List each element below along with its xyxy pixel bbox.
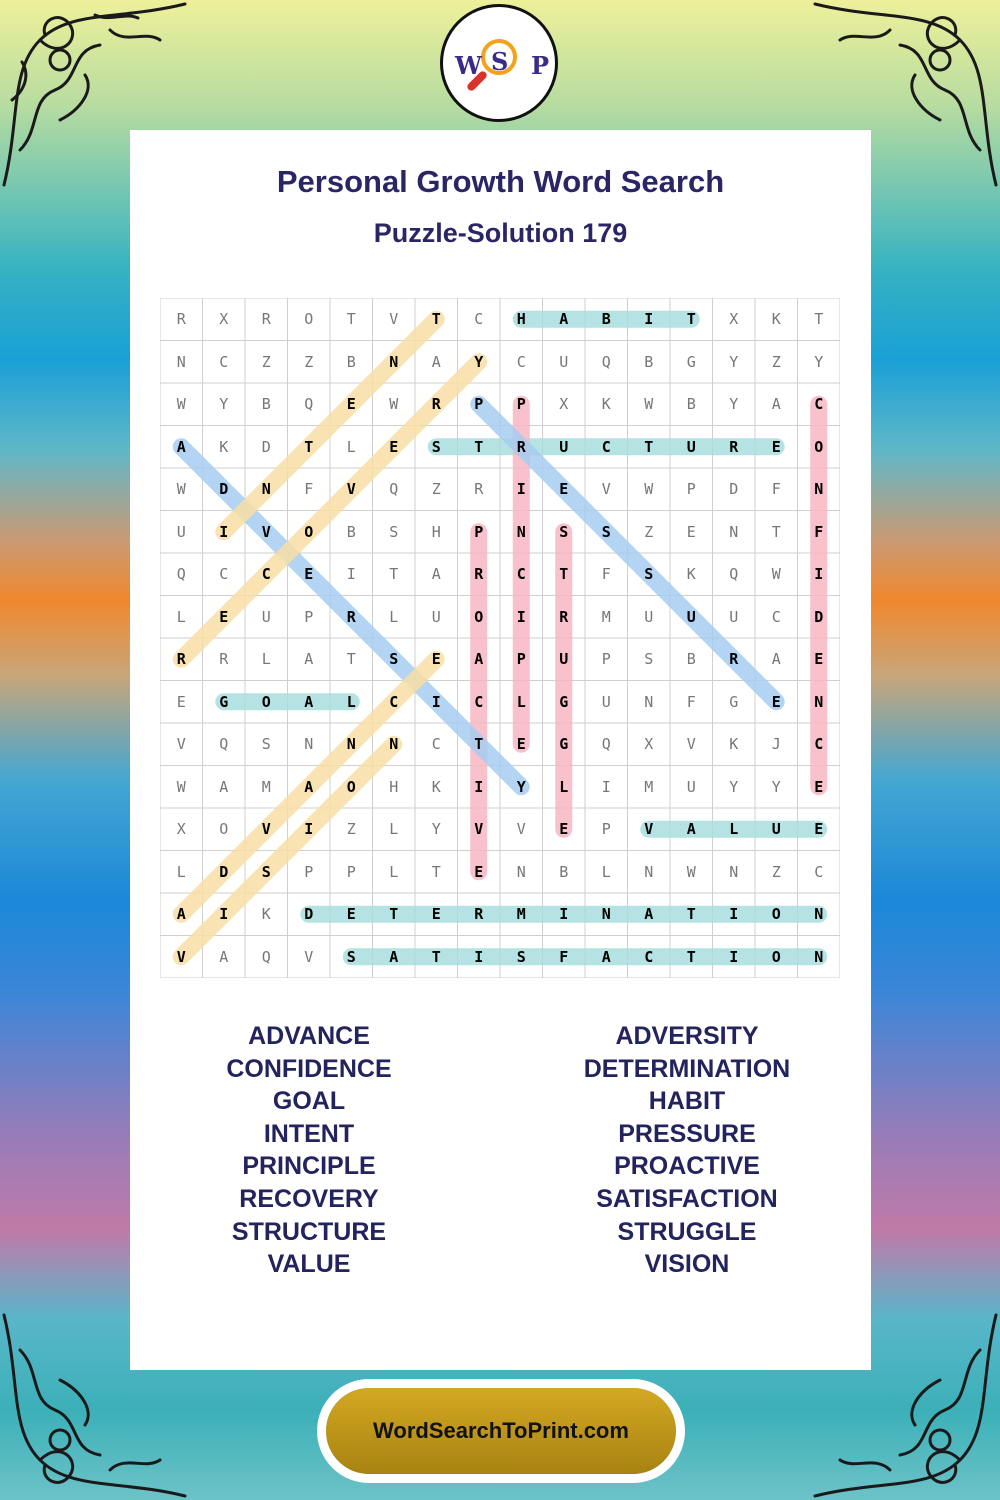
logo-letter-p: P	[531, 51, 550, 80]
grid-cell: Q	[304, 395, 314, 414]
grid-cell: N	[601, 905, 611, 924]
grid-cell: F	[814, 522, 824, 541]
grid-cell: R	[474, 565, 484, 584]
grid-cell: R	[261, 310, 271, 329]
grid-cell: B	[644, 352, 654, 371]
grid-cell: I	[644, 310, 654, 329]
grid-cell: U	[559, 352, 569, 371]
grid-cell: F	[686, 692, 696, 711]
grid-cell: E	[431, 650, 441, 669]
grid-cell: R	[346, 607, 356, 626]
grid-cell: Y	[729, 352, 739, 371]
grid-cell: T	[389, 905, 399, 924]
grid-cell: A	[686, 820, 696, 839]
grid-cell: V	[261, 522, 271, 541]
grid-cell: B	[346, 352, 356, 371]
grid-cell: D	[261, 437, 271, 456]
grid-cell: Z	[771, 352, 781, 371]
grid-cell: E	[686, 522, 696, 541]
grid-cell: U	[644, 607, 654, 626]
grid-cell: M	[261, 777, 271, 796]
grid-cell: R	[729, 650, 739, 669]
grid-cell: L	[389, 820, 399, 839]
grid-cell: P	[516, 395, 526, 414]
grid-cell: W	[176, 777, 186, 796]
grid-cell: X	[176, 820, 186, 839]
grid-cell: Q	[176, 565, 186, 584]
grid-cell: O	[304, 310, 314, 329]
grid-cell: V	[346, 480, 356, 499]
logo-letter-s: S	[491, 47, 509, 76]
grid-cell: F	[601, 565, 611, 584]
grid-cell: P	[601, 820, 611, 839]
grid-cell: C	[516, 565, 526, 584]
grid-cell: Y	[219, 395, 229, 414]
grid-cell: T	[346, 650, 356, 669]
grid-cell: D	[729, 480, 739, 499]
grid-cell: H	[431, 522, 441, 541]
grid-cell: C	[644, 947, 654, 966]
grid-cell: T	[304, 437, 314, 456]
grid-cell: U	[686, 777, 696, 796]
grid-cell: A	[389, 947, 399, 966]
grid-cell: D	[219, 480, 229, 499]
word-list-item: DETERMINATION	[583, 1054, 791, 1083]
grid-cell: P	[346, 862, 356, 881]
grid-cell: I	[346, 565, 356, 584]
grid-cell: I	[474, 947, 484, 966]
word-list-item: STRUGGLE	[617, 1217, 757, 1246]
word-list-item: VALUE	[267, 1250, 351, 1279]
grid-cell: A	[559, 310, 569, 329]
grid-cell: I	[516, 607, 526, 626]
grid-cell: F	[771, 480, 781, 499]
page-subtitle: Puzzle-Solution 179	[373, 218, 628, 248]
grid-cell: Z	[346, 820, 356, 839]
word-search-grid	[160, 298, 840, 978]
grid-cell: S	[346, 947, 356, 966]
grid-cell: T	[474, 735, 484, 754]
grid-cell: A	[771, 395, 781, 414]
grid-cell: C	[516, 352, 526, 371]
grid-cell: U	[686, 437, 696, 456]
grid-cell: P	[474, 395, 484, 414]
grid-cell: K	[431, 777, 441, 796]
grid-cell: O	[346, 777, 356, 796]
grid-cell: A	[304, 650, 314, 669]
word-list-right	[502, 1020, 872, 1281]
grid-cell: L	[516, 692, 526, 711]
grid-cell: R	[516, 437, 526, 456]
grid-cell: D	[304, 905, 314, 924]
grid-cell: E	[814, 650, 824, 669]
grid-cell: G	[219, 692, 229, 711]
grid-cell: L	[389, 862, 399, 881]
grid-cell: G	[559, 735, 569, 754]
grid-cell: R	[559, 607, 569, 626]
grid-cell: C	[219, 565, 229, 584]
grid-cell: V	[686, 735, 696, 754]
grid-cell: P	[686, 480, 696, 499]
grid-cell: E	[389, 437, 399, 456]
grid-cell: F	[304, 480, 314, 499]
grid-cells	[160, 298, 840, 978]
page-title: Personal Growth Word Search	[276, 164, 725, 199]
grid-cell: K	[729, 735, 739, 754]
grid-cell: L	[601, 862, 611, 881]
grid-cell: A	[771, 650, 781, 669]
grid-cell: O	[219, 820, 229, 839]
grid-cell: E	[516, 735, 526, 754]
grid-cell: V	[516, 820, 526, 839]
grid-cell: G	[559, 692, 569, 711]
grid-cell: I	[219, 905, 229, 924]
grid-cell: Z	[261, 352, 271, 371]
grid-cell: W	[644, 480, 654, 499]
grid-cell: V	[261, 820, 271, 839]
grid-cell: S	[516, 947, 526, 966]
grid-cell: N	[814, 947, 824, 966]
grid-cell: O	[304, 522, 314, 541]
grid-cell: A	[474, 650, 484, 669]
grid-cell: R	[729, 437, 739, 456]
grid-cell: I	[601, 777, 611, 796]
grid-cell: E	[219, 607, 229, 626]
grid-cell: N	[176, 352, 186, 371]
grid-cell: T	[431, 862, 441, 881]
grid-cell: T	[686, 947, 696, 966]
grid-cell: Q	[261, 947, 271, 966]
grid-cell: S	[389, 522, 399, 541]
grid-cell: U	[601, 692, 611, 711]
grid-cell: L	[729, 820, 739, 839]
grid-cell: L	[559, 777, 569, 796]
grid-cell: U	[686, 607, 696, 626]
word-list-item: INTENT	[263, 1119, 355, 1148]
grid-cell: C	[219, 352, 229, 371]
grid-cell: E	[771, 692, 781, 711]
grid-cell: N	[261, 480, 271, 499]
grid-cell: L	[176, 862, 186, 881]
grid-cell: Y	[729, 395, 739, 414]
grid-cell: V	[601, 480, 611, 499]
grid-cell: S	[389, 650, 399, 669]
grid-cell: N	[814, 905, 824, 924]
grid-cell: G	[729, 692, 739, 711]
grid-cell: K	[771, 310, 781, 329]
grid-cell: E	[431, 905, 441, 924]
grid-cell: R	[431, 395, 441, 414]
grid-cell: A	[176, 437, 186, 456]
grid-cell: C	[814, 862, 824, 881]
grid-cell: E	[559, 820, 569, 839]
grid-cell: V	[389, 310, 399, 329]
grid-cell: P	[601, 650, 611, 669]
grid-cell: L	[176, 607, 186, 626]
grid-cell: O	[474, 607, 484, 626]
grid-cell: K	[686, 565, 696, 584]
grid-cell: Q	[601, 352, 611, 371]
grid-cell: V	[644, 820, 654, 839]
grid-cell: N	[304, 735, 314, 754]
grid-cell: E	[346, 905, 356, 924]
site-link-button[interactable]: WordSearchToPrint.com	[326, 1388, 676, 1474]
grid-cell: Y	[814, 352, 824, 371]
grid-cell: U	[261, 607, 271, 626]
grid-cell: C	[474, 692, 484, 711]
grid-cell: Q	[729, 565, 739, 584]
grid-cell: N	[729, 862, 739, 881]
grid-cell: S	[559, 522, 569, 541]
grid-cell: N	[644, 862, 654, 881]
grid-cell: I	[304, 820, 314, 839]
grid-cell: R	[474, 905, 484, 924]
grid-cell: S	[644, 650, 654, 669]
grid-cell: N	[389, 735, 399, 754]
grid-cell: A	[176, 905, 186, 924]
grid-cell: M	[601, 607, 611, 626]
grid-cell: T	[814, 310, 824, 329]
word-list-item: PRESSURE	[618, 1119, 756, 1148]
grid-cell: L	[389, 607, 399, 626]
grid-cell: Y	[729, 777, 739, 796]
word-list-item: HABIT	[648, 1087, 726, 1116]
grid-cell: N	[814, 480, 824, 499]
grid-cell: F	[559, 947, 569, 966]
word-list-item: ADVERSITY	[615, 1022, 759, 1050]
grid-cell: E	[771, 437, 781, 456]
grid-cell: C	[814, 735, 824, 754]
grid-cell: V	[474, 820, 484, 839]
grid-cell: A	[304, 777, 314, 796]
grid-cell: I	[729, 905, 739, 924]
grid-cell: T	[771, 522, 781, 541]
grid-cell: A	[304, 692, 314, 711]
grid-cell: C	[431, 735, 441, 754]
grid-cell: E	[814, 820, 824, 839]
grid-cell: S	[601, 522, 611, 541]
grid-cell: T	[431, 310, 441, 329]
grid-cell: B	[601, 310, 611, 329]
grid-cell: T	[389, 565, 399, 584]
grid-cell: I	[474, 777, 484, 796]
wsp-logo	[440, 4, 558, 122]
grid-cell: N	[729, 522, 739, 541]
grid-cell: C	[389, 692, 399, 711]
word-list-item: ADVANCE	[248, 1022, 370, 1050]
grid-cell: E	[814, 777, 824, 796]
grid-cell: X	[219, 310, 229, 329]
grid-cell: O	[814, 437, 824, 456]
grid-cell: U	[771, 820, 781, 839]
grid-cell: U	[176, 522, 186, 541]
grid-cell: A	[431, 352, 441, 371]
grid-cell: V	[176, 947, 186, 966]
grid-cell: D	[814, 607, 824, 626]
grid-cell: O	[771, 947, 781, 966]
grid-cell: Z	[771, 862, 781, 881]
grid-cell: W	[176, 395, 186, 414]
grid-cell: U	[559, 437, 569, 456]
grid-cell: Y	[431, 820, 441, 839]
grid-cell: Q	[219, 735, 229, 754]
grid-cell: L	[346, 437, 356, 456]
grid-cell: O	[771, 905, 781, 924]
grid-cell: K	[219, 437, 229, 456]
grid-cell: V	[176, 735, 186, 754]
grid-cell: D	[219, 862, 229, 881]
grid-cell: S	[261, 735, 271, 754]
word-list-item: RECOVERY	[239, 1184, 379, 1213]
logo-letter-w: W	[455, 51, 482, 80]
grid-cell: E	[176, 692, 186, 711]
grid-cell: T	[346, 310, 356, 329]
grid-cell: Y	[516, 777, 526, 796]
grid-cell: P	[474, 522, 484, 541]
grid-cell: T	[559, 565, 569, 584]
grid-cell: S	[644, 565, 654, 584]
grid-cell: Q	[389, 480, 399, 499]
word-list-item: PRINCIPLE	[242, 1152, 376, 1181]
grid-cell: R	[176, 650, 186, 669]
grid-cell: I	[516, 480, 526, 499]
grid-cell: B	[686, 650, 696, 669]
grid-cell: P	[304, 607, 314, 626]
grid-cell: T	[644, 437, 654, 456]
grid-cell: K	[261, 905, 271, 924]
grid-cell: M	[644, 777, 654, 796]
grid-cell: Z	[304, 352, 314, 371]
grid-cell: I	[431, 692, 441, 711]
grid-cell: O	[261, 692, 271, 711]
grid-cell: Y	[771, 777, 781, 796]
grid-cell: T	[686, 310, 696, 329]
grid-cell: Y	[474, 352, 484, 371]
grid-cell: P	[516, 650, 526, 669]
word-list-item: SATISFACTION	[596, 1184, 778, 1213]
grid-cell: B	[559, 862, 569, 881]
grid-cell: K	[601, 395, 611, 414]
grid-cell: A	[601, 947, 611, 966]
grid-cell: W	[686, 862, 696, 881]
grid-cell: U	[729, 607, 739, 626]
grid-cell: I	[729, 947, 739, 966]
grid-cell: B	[261, 395, 271, 414]
grid-cell: U	[559, 650, 569, 669]
grid-cell: C	[261, 565, 271, 584]
grid-cell: S	[431, 437, 441, 456]
grid-cell: X	[729, 310, 739, 329]
grid-cell: N	[389, 352, 399, 371]
grid-cell: I	[559, 905, 569, 924]
grid-cell: Z	[644, 522, 654, 541]
grid-cell: C	[771, 607, 781, 626]
grid-cell: Z	[431, 480, 441, 499]
grid-cell: E	[304, 565, 314, 584]
grid-cell: L	[261, 650, 271, 669]
grid-cell: W	[389, 395, 399, 414]
grid-cell: C	[814, 395, 824, 414]
grid-cell: L	[346, 692, 356, 711]
grid-cell: N	[644, 692, 654, 711]
grid-cell: N	[516, 862, 526, 881]
grid-cell: A	[431, 565, 441, 584]
grid-cell: H	[516, 310, 526, 329]
word-list-item: GOAL	[272, 1087, 346, 1116]
grid-cell: T	[431, 947, 441, 966]
grid-cell: P	[304, 862, 314, 881]
grid-cell: T	[474, 437, 484, 456]
grid-cell: C	[601, 437, 611, 456]
word-list-item: CONFIDENCE	[226, 1054, 392, 1083]
grid-cell: A	[219, 947, 229, 966]
grid-cell: B	[686, 395, 696, 414]
grid-cell: N	[814, 692, 824, 711]
grid-cell: N	[516, 522, 526, 541]
grid-cell: J	[771, 735, 781, 754]
grid-cell: I	[814, 565, 824, 584]
grid-cell: A	[219, 777, 229, 796]
grid-cell: B	[346, 522, 356, 541]
grid-cell: A	[644, 905, 654, 924]
grid-cell: W	[176, 480, 186, 499]
grid-cell: E	[559, 480, 569, 499]
grid-cell: C	[474, 310, 484, 329]
grid-cell: N	[346, 735, 356, 754]
grid-cell: E	[346, 395, 356, 414]
grid-cell: W	[644, 395, 654, 414]
grid-cell: W	[771, 565, 781, 584]
word-list-item: VISION	[644, 1250, 730, 1279]
grid-cell: R	[176, 310, 186, 329]
grid-cell: X	[559, 395, 569, 414]
grid-cell: R	[219, 650, 229, 669]
grid-cell: G	[686, 352, 696, 371]
grid-cell: Q	[601, 735, 611, 754]
grid-cell: V	[304, 947, 314, 966]
word-list-item: PROACTIVE	[614, 1152, 760, 1181]
grid-cell: M	[516, 905, 526, 924]
grid-cell: R	[474, 480, 484, 499]
grid-cell: E	[474, 862, 484, 881]
grid-cell: U	[431, 607, 441, 626]
grid-cell: T	[686, 905, 696, 924]
grid-cell: X	[644, 735, 654, 754]
grid-cell: S	[261, 862, 271, 881]
word-list-item: STRUCTURE	[231, 1217, 387, 1246]
grid-cell: I	[219, 522, 229, 541]
word-list-left	[124, 1020, 494, 1281]
grid-cell: H	[389, 777, 399, 796]
